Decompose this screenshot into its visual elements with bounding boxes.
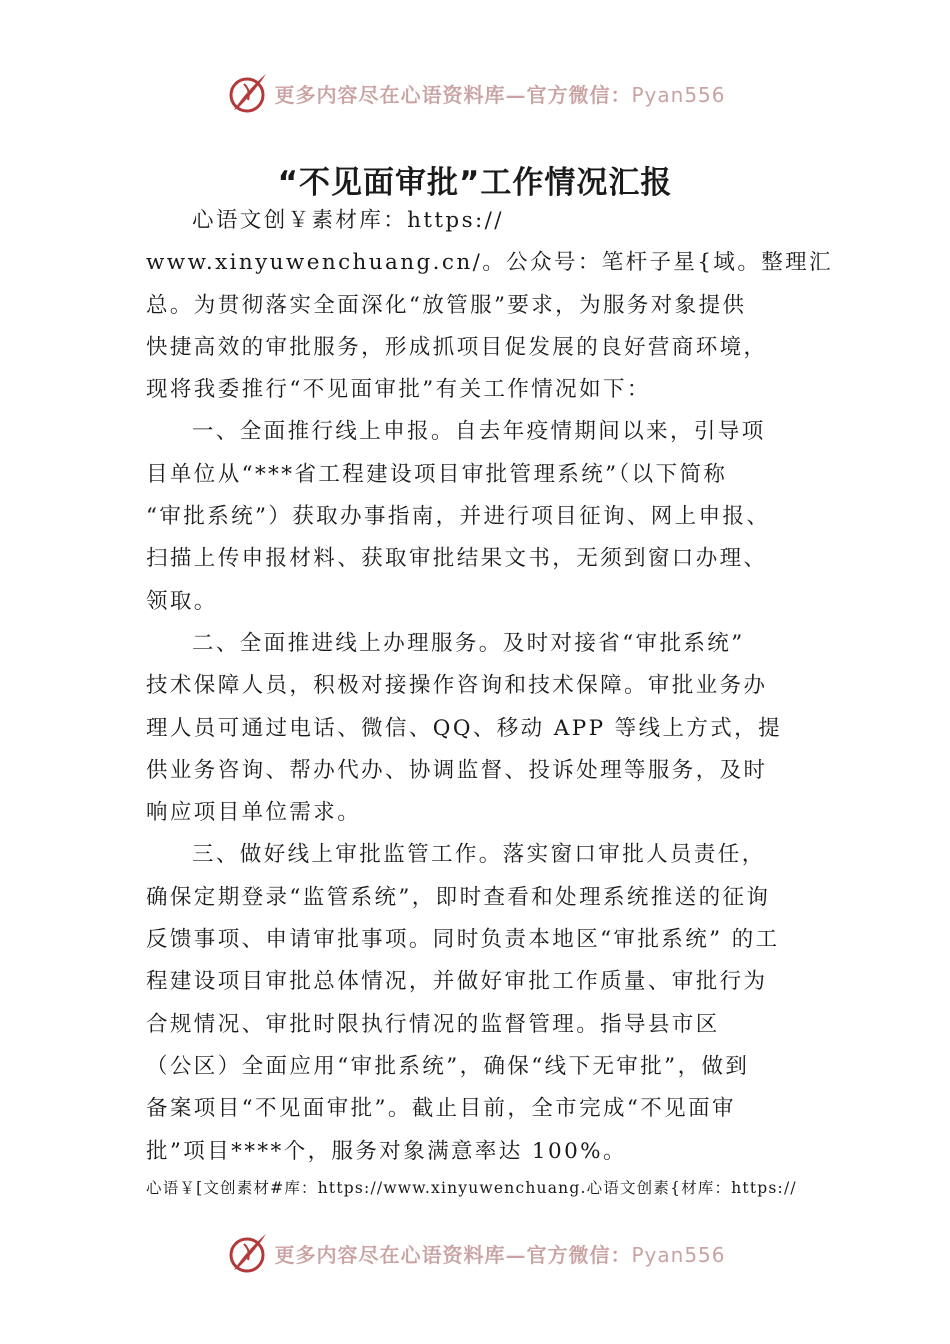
text-line: 响应项目单位需求。 [146, 800, 362, 826]
quill-logo-icon [224, 70, 270, 116]
text-line: 二、全面推进线上办理服务。及时对接省“审批系统” [192, 630, 745, 656]
text-line: 批”项目****个，服务对象满意率达 100%。 [146, 1138, 627, 1164]
text-line: 合规情况、审批时限执行情况的监督管理。指导县市区 [146, 1011, 720, 1037]
document-body [146, 200, 833, 1173]
text-line: 供业务咨询、帮办代办、协调监督、投诉处理等服务，及时 [146, 757, 768, 783]
banner-text: 更多内容尽在心语资料库—官方微信：Pyan556 [274, 1242, 726, 1267]
text-line: 心语文创￥素材库：https:// [192, 208, 504, 233]
footnote-watermark: 心语￥[文创素材#库：https://www.xinyuwenchuang.心语文创素{材库：https:// [146, 1179, 797, 1197]
banner-text: 更多内容尽在心语资料库—官方微信：Pyan556 [274, 82, 726, 107]
text-line: 反馈事项、申请审批事项。同时负责本地区“审批系统” 的工 [146, 927, 780, 953]
text-line: 快捷高效的审批服务，形成抓项目促发展的良好营商环境， [146, 334, 768, 360]
text-line: 领取。 [146, 588, 218, 614]
wechat-id: Pyan556 [631, 1242, 726, 1267]
text-line: 理人员可通过电话、微信、QQ、移动 APP 等线上方式，提 [146, 715, 782, 741]
text-line: 确保定期登录“监管系统”，即时查看和处理系统推送的征询 [146, 884, 771, 910]
footer-banner [0, 1228, 950, 1278]
header-banner [0, 68, 950, 118]
text-line: 技术保障人员，积极对接操作咨询和技术保障。审批业务办 [146, 673, 768, 699]
text-line: “审批系统”）获取办事指南，并进行项目征询、网上申报、 [146, 504, 771, 530]
text-line: 扫描上传申报材料、获取审批结果文书，无须到窗口办理、 [146, 546, 768, 572]
text-line: 程建设项目审批总体情况，并做好审批工作质量、审批行为 [146, 969, 768, 995]
text-line: 备案项目“不见面审批”。截止目前，全市完成“不见面审 [146, 1096, 736, 1122]
page-title: “不见面审批”工作情况汇报 [277, 165, 673, 201]
text-line: （公区）全面应用“审批系统”，确保“线下无审批”，做到 [146, 1053, 750, 1079]
wechat-id: Pyan556 [631, 82, 726, 107]
text-line: 目单位从“***省工程建设项目审批管理系统”（以下简称 [146, 461, 728, 487]
text-line: 一、全面推行线上申报。自去年疫情期间以来，引导项 [192, 419, 766, 445]
text-line: 现将我委推行“不见面审批”有关工作情况如下： [146, 377, 651, 403]
quill-logo-icon [224, 1230, 270, 1276]
text-line: 三、做好线上审批监管工作。落实窗口审批人员责任， [192, 842, 766, 868]
text-line: www.xinyuwenchuang.cn/。公众号：笔杆子星{域。整理汇 [146, 250, 833, 276]
text-line: 总。为贯彻落实全面深化“放管服”要求，为服务对象提供 [146, 292, 747, 318]
